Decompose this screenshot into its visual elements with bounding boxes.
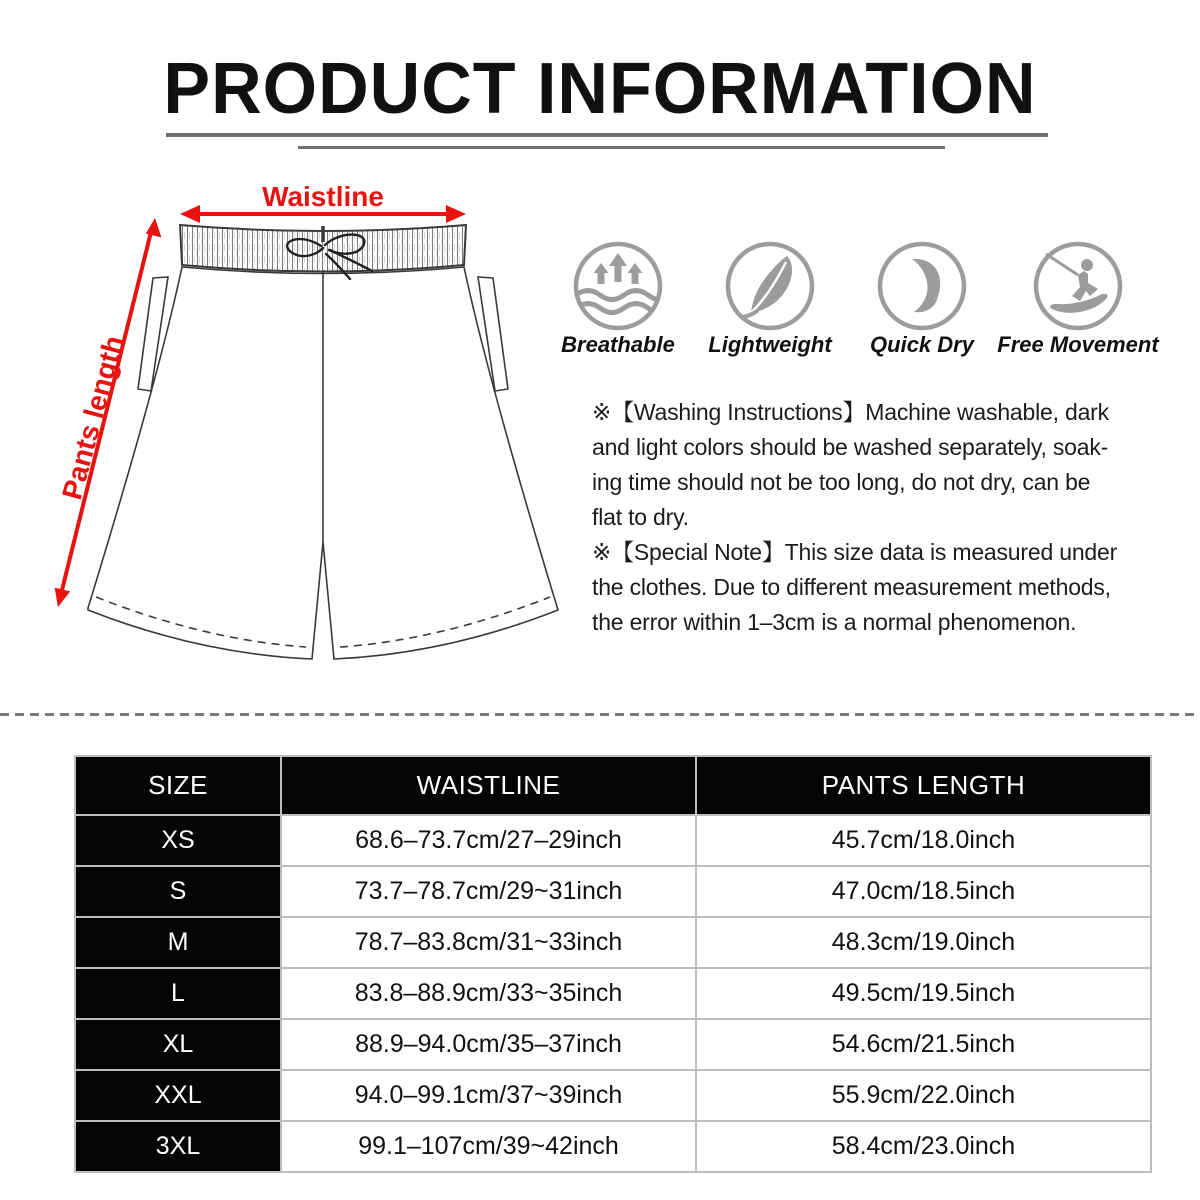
size-cell: L — [75, 968, 281, 1019]
waistline-label: Waistline — [262, 181, 384, 212]
waistline-cell: 99.1–107cm/39~42inch — [281, 1121, 696, 1172]
pants-length-cell: 47.0cm/18.5inch — [696, 866, 1151, 917]
pants-length-cell: 49.5cm/19.5inch — [696, 968, 1151, 1019]
pants-length-label: Pants length — [56, 332, 130, 503]
table-row — [75, 1070, 1151, 1121]
title-underline-secondary — [298, 146, 945, 149]
note-line: the error within 1–3cm is a normal phenomenon. — [592, 609, 1077, 635]
header-size: SIZE — [75, 756, 281, 815]
pants-length-cell: 45.7cm/18.0inch — [696, 815, 1151, 866]
waistline-cell: 78.7–83.8cm/31~33inch — [281, 917, 696, 968]
free-movement-icon — [1032, 240, 1124, 332]
shorts-drawing — [88, 225, 558, 659]
note-line: flat to dry. — [592, 504, 689, 530]
size-cell: 3XL — [75, 1121, 281, 1172]
pants-length-cell: 58.4cm/23.0inch — [696, 1121, 1151, 1172]
page-title: PRODUCT INFORMATION — [163, 47, 1037, 129]
waistline-cell: 73.7–78.7cm/29~31inch — [281, 866, 696, 917]
size-cell: M — [75, 917, 281, 968]
waistline-cell: 94.0–99.1cm/37~39inch — [281, 1070, 696, 1121]
note-line: ※【Washing Instructions】Machine washable, dark — [592, 399, 1109, 425]
waistline-cell: 68.6–73.7cm/27–29inch — [281, 815, 696, 866]
table-row — [75, 1019, 1151, 1070]
pants-length-cell: 54.6cm/21.5inch — [696, 1019, 1151, 1070]
lightweight-icon — [724, 240, 816, 332]
size-table — [74, 755, 1152, 1173]
table-row — [75, 815, 1151, 866]
size-cell: XS — [75, 815, 281, 866]
table-row — [75, 1121, 1151, 1172]
table-row — [75, 866, 1151, 917]
shorts-measurement-diagram — [40, 170, 570, 675]
feature-label: Quick Dry — [870, 332, 974, 357]
header-pants-length: PANTS LENGTH — [696, 756, 1151, 815]
title-underline-primary — [166, 133, 1048, 137]
table-header-row — [75, 756, 1151, 815]
note-line: ing time should not be too long, do not dry, can be — [592, 469, 1091, 495]
feature-free-movement — [993, 240, 1163, 358]
feature-lightweight — [685, 240, 855, 358]
dashed-divider — [0, 713, 1200, 716]
note-line: the clothes. Due to different measurement methods, — [592, 574, 1111, 600]
size-cell: XXL — [75, 1070, 281, 1121]
feature-label: Free Movement — [997, 332, 1159, 357]
header-waistline: WAISTLINE — [281, 756, 696, 815]
notes-block — [592, 395, 1167, 640]
feature-quick-dry — [837, 240, 1007, 358]
table-row — [75, 917, 1151, 968]
note-line: ※【Special Note】This size data is measured under — [592, 539, 1118, 565]
note-line: and light colors should be washed separately, soak- — [592, 434, 1109, 460]
feature-label: Breathable — [561, 332, 675, 357]
pants-length-cell: 48.3cm/19.0inch — [696, 917, 1151, 968]
quick-dry-icon — [876, 240, 968, 332]
pants-length-cell: 55.9cm/22.0inch — [696, 1070, 1151, 1121]
feature-breathable — [533, 240, 703, 358]
breathable-icon — [572, 240, 664, 332]
size-cell: XL — [75, 1019, 281, 1070]
waistline-cell: 88.9–94.0cm/35–37inch — [281, 1019, 696, 1070]
waistline-cell: 83.8–88.9cm/33~35inch — [281, 968, 696, 1019]
table-row — [75, 968, 1151, 1019]
feature-label: Lightweight — [708, 332, 832, 357]
size-cell: S — [75, 866, 281, 917]
